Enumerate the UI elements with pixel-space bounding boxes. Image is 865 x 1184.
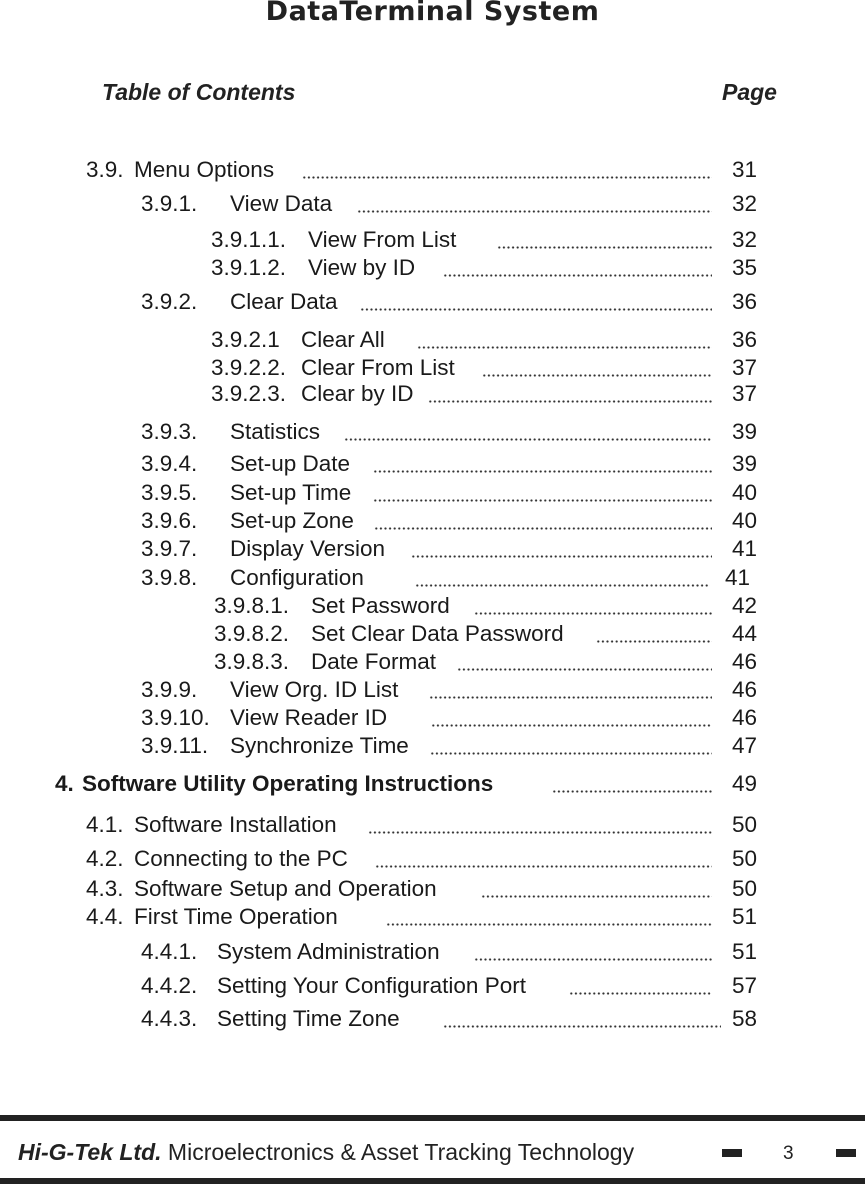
toc-entry-number: 3.9.8.: [141, 565, 198, 590]
dot-leader: [474, 958, 712, 961]
toc-entry-label: First Time Operation: [134, 904, 338, 929]
dot-leader: [457, 668, 712, 671]
toc-entry-page: 35: [732, 255, 758, 280]
dot-leader: [417, 346, 712, 349]
dot-leader: [415, 584, 710, 587]
dot-leader: [374, 527, 712, 530]
toc-entry-number: 3.9.3.: [141, 419, 198, 444]
dot-leader: [431, 724, 712, 727]
toc-entry-label: Setting Your Configuration Port: [217, 973, 526, 998]
toc-entry-label: View Data: [230, 191, 333, 216]
dot-leader: [428, 400, 712, 403]
toc-entry-label: View by ID: [308, 255, 416, 280]
company-name: Hi-G-Tek Ltd.: [18, 1139, 162, 1165]
toc-entry-label: Clear by ID: [301, 381, 414, 406]
toc-entry-number: 3.9.10.: [141, 705, 210, 730]
toc-entry-number: 4.1.: [86, 812, 124, 837]
toc-entry-page: 51: [732, 939, 758, 964]
toc-entry-label: Set-up Zone: [230, 508, 354, 533]
toc-entry-label: Display Version: [230, 536, 386, 561]
toc-entry-page: 32: [732, 227, 758, 252]
toc-entry-page: 37: [732, 355, 758, 380]
dot-leader: [481, 895, 712, 898]
toc-entry-number: 3.9.7.: [141, 536, 198, 561]
toc-entry-label: Set-up Time: [230, 480, 352, 505]
toc-entry-number: 3.9.8.1.: [214, 593, 290, 618]
toc-entry-number: 3.9.4.: [141, 451, 198, 476]
dot-leader: [474, 612, 712, 615]
toc-entry-number: 4.: [55, 771, 74, 796]
dot-leader: [443, 274, 712, 277]
toc-entry-number: 3.9.1.2.: [211, 255, 287, 280]
footer-dash-right: [836, 1149, 856, 1157]
page-column-heading: Page: [722, 79, 777, 105]
dot-leader: [596, 640, 712, 643]
toc-entry-page: 50: [732, 846, 758, 871]
toc-entry-number: 3.9.2.3.: [211, 381, 287, 406]
toc-entry-label: Synchronize Time: [230, 733, 409, 758]
toc-entry-page: 50: [732, 812, 758, 837]
toc-entry-number: 3.9.8.2.: [214, 621, 290, 646]
toc-entry-label: Set Password: [311, 593, 450, 618]
toc-entry-page: 39: [732, 419, 758, 444]
footer-rule-bottom: [0, 1178, 865, 1184]
footer-rule-top: [0, 1115, 865, 1121]
toc-entry-page: 31: [732, 157, 758, 182]
toc-entry-page: 44: [732, 621, 758, 646]
toc-entry-label: Set Clear Data Password: [311, 621, 564, 646]
toc-entry-label: Clear Data: [230, 289, 338, 314]
toc-entry-label: Clear All: [301, 327, 385, 352]
toc-entry-label: View Org. ID List: [230, 677, 399, 702]
dot-leader: [443, 1025, 721, 1028]
toc-entry-label: Statistics: [230, 419, 321, 444]
dot-leader: [430, 752, 712, 755]
dot-leader: [344, 438, 712, 441]
toc-entry-number: 4.2.: [86, 846, 124, 871]
toc-entry-number: 3.9.2.: [141, 289, 198, 314]
toc-entry-label: Software Installation: [134, 812, 337, 837]
toc-entry-number: 3.9.8.3.: [214, 649, 290, 674]
dot-leader: [360, 308, 712, 311]
toc-entry-page: 50: [732, 876, 758, 901]
toc-entry-number: 3.9.6.: [141, 508, 198, 533]
dot-leader: [375, 865, 712, 868]
toc-entry-page: 49: [732, 771, 758, 796]
toc-entry-page: 47: [732, 733, 758, 758]
toc-entry-label: System Administration: [217, 939, 440, 964]
toc-entry-page: 46: [732, 649, 758, 674]
company-tagline: Microelectronics & Asset Tracking Technology: [167, 1139, 635, 1165]
toc-entry-page: 40: [732, 508, 758, 533]
dot-leader: [429, 696, 712, 699]
toc-entry-page: 41: [732, 536, 758, 561]
toc-entry-page: 46: [732, 705, 758, 730]
toc-entry-page: 42: [732, 593, 758, 618]
dot-leader: [373, 499, 712, 502]
toc-entry-label: Menu Options: [134, 157, 275, 182]
toc-entry-page: 57: [732, 973, 758, 998]
toc-entry-label: Setting Time Zone: [217, 1006, 400, 1031]
toc-entry-number: 3.9.11.: [141, 733, 209, 758]
toc-entry-number: 4.4.: [86, 904, 124, 929]
page-number: 3: [783, 1143, 794, 1164]
toc-entry-number: 3.9.2.1: [211, 327, 280, 352]
dot-leader: [411, 555, 712, 558]
toc-entry-number: 3.9.: [86, 157, 124, 182]
toc-entry-label: Set-up Date: [230, 451, 351, 476]
toc-entry-label: View From List: [308, 227, 457, 252]
toc-entry-number: 4.4.1.: [141, 939, 198, 964]
toc-entry-page: 36: [732, 289, 758, 314]
toc-entry-number: 3.9.1.: [141, 191, 198, 216]
toc-entry-number: 3.9.2.2.: [211, 355, 287, 380]
toc-entry-number: 4.4.3.: [141, 1006, 198, 1031]
footer-text: [18, 1139, 634, 1166]
dot-leader: [482, 374, 712, 377]
footer-dash-left: [722, 1149, 742, 1157]
toc-entry-page: 40: [732, 480, 758, 505]
toc-entry-page: 36: [732, 327, 758, 352]
toc-entry-label: Connecting to the PC: [134, 846, 348, 871]
toc-entry-page: 37: [732, 381, 758, 406]
toc-entry-number: 3.9.9.: [141, 677, 198, 702]
toc-entry-number: 4.4.2.: [141, 973, 198, 998]
toc-entry-page: 58: [732, 1006, 758, 1031]
toc-entry-page: 46: [732, 677, 758, 702]
toc-entry-label: Configuration: [230, 565, 364, 590]
dot-leader: [302, 176, 712, 179]
toc-entry-label: Date Format: [311, 649, 437, 674]
dot-leader: [357, 210, 712, 213]
dot-leader: [497, 246, 712, 249]
toc-entry-label: Clear From List: [301, 355, 455, 380]
document-title: DataTerminal System: [265, 0, 600, 27]
toc-entry-page: 39: [732, 451, 758, 476]
toc-entry-label: Software Utility Operating Instructions: [82, 771, 494, 796]
toc-entry-label: Software Setup and Operation: [134, 876, 437, 901]
toc-entry-number: 3.9.1.1.: [211, 227, 287, 252]
toc-entry-page: 51: [732, 904, 758, 929]
toc-entry-page: 41: [725, 565, 751, 590]
toc-entry-number: 3.9.5.: [141, 480, 198, 505]
toc-entry-label: View Reader ID: [230, 705, 388, 730]
toc-entry-number: 4.3.: [86, 876, 124, 901]
toc-heading: Table of Contents: [102, 79, 296, 105]
dot-leader: [373, 470, 712, 473]
dot-leader: [569, 992, 712, 995]
dot-leader: [368, 831, 712, 834]
dot-leader: [386, 923, 712, 926]
dot-leader: [552, 790, 712, 793]
toc-entry-page: 32: [732, 191, 758, 216]
